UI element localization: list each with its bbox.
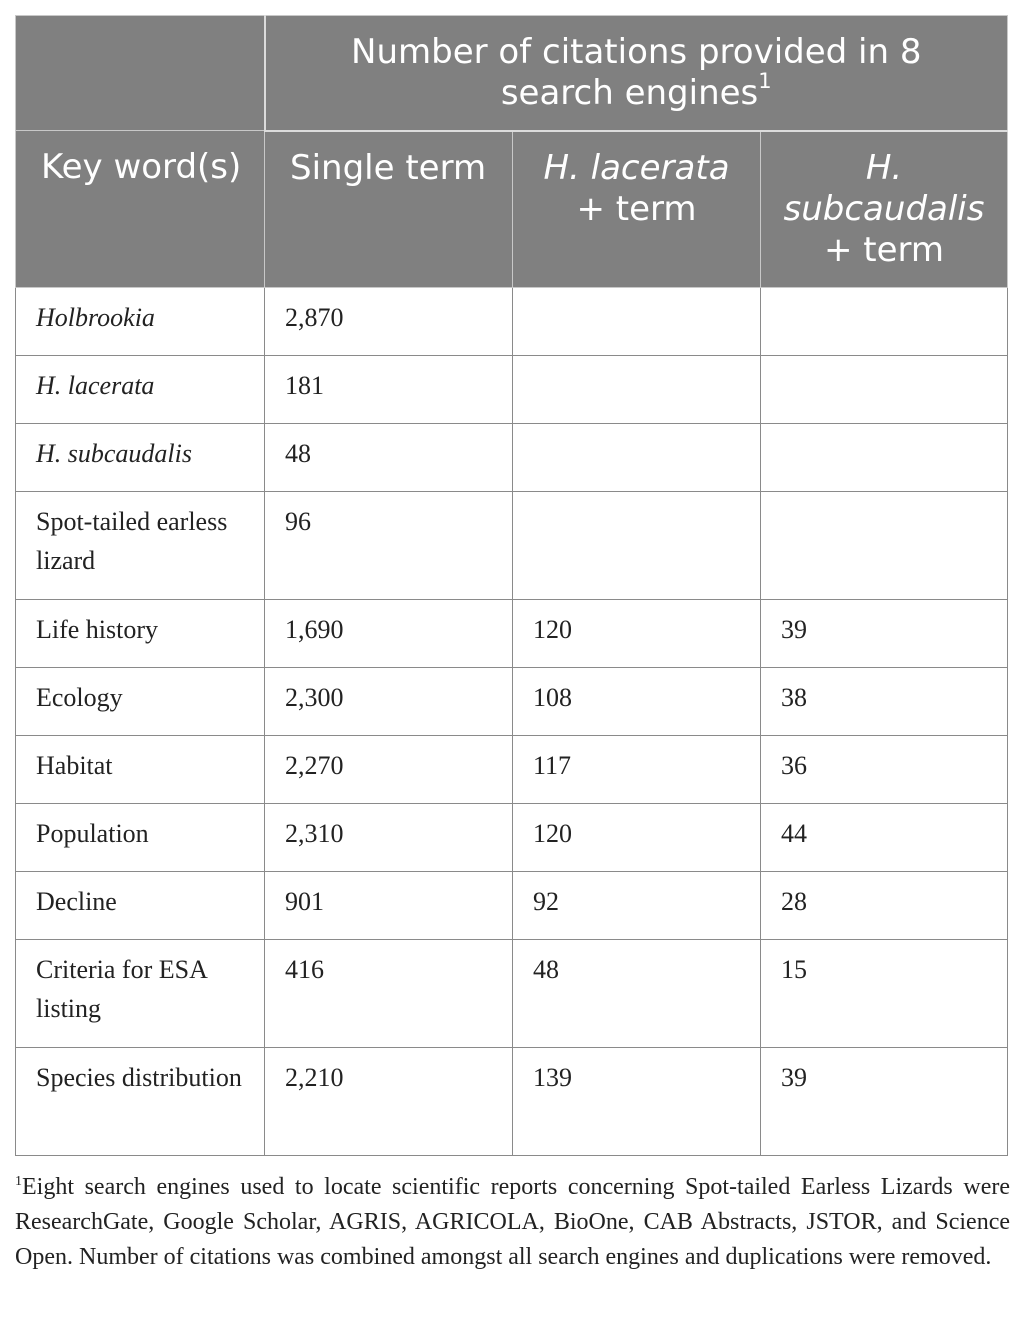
table-row [16, 288, 1008, 356]
single-term-cell: 181 [265, 356, 513, 424]
single-term-cell: 48 [265, 424, 513, 492]
lacerata-term-cell [513, 356, 761, 424]
blank-header-cell [16, 16, 265, 131]
single-term-cell: 1,690 [265, 600, 513, 668]
single-term-cell: 96 [265, 492, 513, 600]
lacerata-term-cell: 120 [513, 804, 761, 872]
lacerata-term-cell: 139 [513, 1048, 761, 1156]
column-header-lacerata-suffix: + term [576, 188, 697, 229]
subcaudalis-term-cell: 38 [761, 668, 1008, 736]
single-term-cell: 2,270 [265, 736, 513, 804]
column-header-single-term [265, 131, 513, 288]
table-row [16, 736, 1008, 804]
subcaudalis-term-cell: 15 [761, 940, 1008, 1048]
lacerata-term-cell: 117 [513, 736, 761, 804]
column-header-lacerata [513, 131, 761, 288]
keyword-cell: Ecology [16, 668, 265, 736]
footnote-mark: 1 [15, 1174, 22, 1189]
lacerata-term-cell [513, 288, 761, 356]
table-row [16, 356, 1008, 424]
lacerata-term-cell: 92 [513, 872, 761, 940]
table-footnote [15, 1170, 1010, 1275]
column-header-single-term-text: Single term [290, 147, 487, 188]
citations-table [15, 15, 1008, 1156]
table-row [16, 424, 1008, 492]
subcaudalis-term-cell [761, 356, 1008, 424]
keyword-cell: Holbrookia [16, 288, 265, 356]
table-row [16, 492, 1008, 600]
keyword-cell: Species distribution [16, 1048, 265, 1156]
lacerata-term-cell: 108 [513, 668, 761, 736]
keyword-cell: Habitat [16, 736, 265, 804]
group-header-footnote-mark: 1 [758, 69, 772, 93]
column-header-subcaudalis-suffix: + term [823, 229, 945, 270]
table-row [16, 668, 1008, 736]
single-term-cell: 2,210 [265, 1048, 513, 1156]
table-row [16, 600, 1008, 668]
footnote-text: Eight search engines used to locate scientific reports concerning Spot-tailed Earless Lizards were ResearchGate, Google Scholar, AGRIS, AGRICOLA, BioOne, CAB Abstracts, JSTOR, and Science Open. Number of citations was combined amongst all search engines and duplications were removed. [15, 1174, 1010, 1270]
single-term-cell: 2,310 [265, 804, 513, 872]
keyword-cell: Decline [16, 872, 265, 940]
column-header-keywords [16, 131, 265, 288]
subcaudalis-term-cell [761, 288, 1008, 356]
table-row [16, 872, 1008, 940]
lacerata-term-cell [513, 492, 761, 600]
column-header-row [16, 131, 1008, 288]
subcaudalis-term-cell: 36 [761, 736, 1008, 804]
table-row [16, 1048, 1008, 1156]
subcaudalis-term-cell: 39 [761, 1048, 1008, 1156]
subcaudalis-term-cell: 39 [761, 600, 1008, 668]
column-header-lacerata-species: H. lacerata [543, 147, 730, 188]
group-header-text: Number of citations provided in 8 search engines [351, 32, 922, 113]
keyword-cell: Spot-tailed earless lizard [16, 492, 265, 600]
lacerata-term-cell: 120 [513, 600, 761, 668]
group-header-row [16, 16, 1008, 131]
keyword-cell: Population [16, 804, 265, 872]
subcaudalis-term-cell: 28 [761, 872, 1008, 940]
table-body [16, 288, 1008, 1156]
citations-table-container [15, 15, 1007, 1156]
lacerata-term-cell: 48 [513, 940, 761, 1048]
column-header-subcaudalis [761, 131, 1008, 288]
table-header [16, 16, 1008, 288]
keyword-cell: Life history [16, 600, 265, 668]
subcaudalis-term-cell [761, 424, 1008, 492]
single-term-cell: 416 [265, 940, 513, 1048]
keyword-cell: Criteria for ESA listing [16, 940, 265, 1048]
keyword-cell: H. lacerata [16, 356, 265, 424]
subcaudalis-term-cell: 44 [761, 804, 1008, 872]
single-term-cell: 2,300 [265, 668, 513, 736]
single-term-cell: 901 [265, 872, 513, 940]
table-row [16, 940, 1008, 1048]
group-header-cell [265, 16, 1008, 131]
lacerata-term-cell [513, 424, 761, 492]
single-term-cell: 2,870 [265, 288, 513, 356]
column-header-keywords-text: Key word(s) [41, 147, 242, 187]
keyword-cell: H. subcaudalis [16, 424, 265, 492]
subcaudalis-term-cell [761, 492, 1008, 600]
column-header-subcaudalis-species: H. subcaudalis [783, 147, 985, 229]
table-row [16, 804, 1008, 872]
